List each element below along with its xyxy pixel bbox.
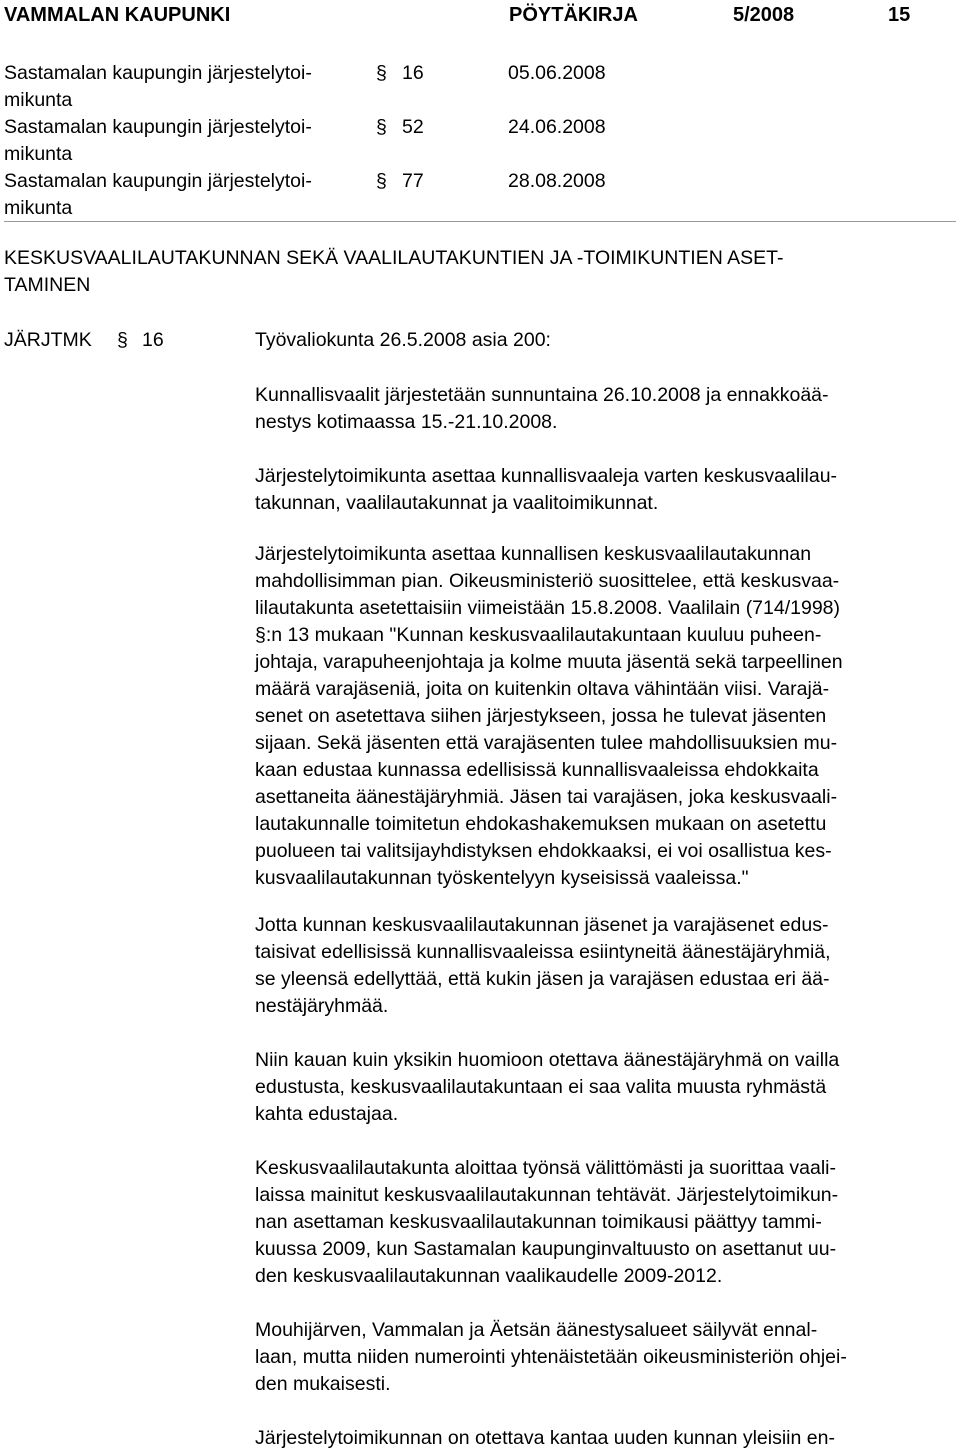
header-doc-type: PÖYTÄKIRJA bbox=[509, 4, 638, 26]
item-intro: Työvaliokunta 26.5.2008 asia 200: bbox=[255, 329, 551, 351]
header-city: VAMMALAN KAUPUNKI bbox=[4, 4, 231, 26]
header-doc-number: 5/2008 bbox=[733, 4, 795, 26]
reference-body: Sastamalan kaupungin järjestelytoi- mikunta bbox=[4, 116, 312, 165]
reference-date: 05.06.2008 bbox=[508, 62, 606, 84]
paragraph: Jotta kunnan keskusvaalilautakunnan jäsenet ja varajäsenet edus- taisivat edellisissä kunnallisvaaleissa esiintyneitä äänestäjäryhmiä, se yleensä edellyttää, että kukin jäsen ja varajäsen edustaa eri ää- nestäjäryhmää. bbox=[255, 914, 831, 1017]
reference-section-number: 16 bbox=[402, 62, 424, 84]
section-sign: § bbox=[376, 116, 387, 138]
reference-section-number: 77 bbox=[402, 170, 424, 192]
reference-date: 24.06.2008 bbox=[508, 116, 606, 138]
paragraph: Kunnallisvaalit järjestetään sunnuntaina 26.10.2008 ja ennakkoää- nestys kotimaassa 15.-21.10.2008. bbox=[255, 384, 829, 433]
section-sign: § bbox=[376, 170, 387, 192]
reference-body: Sastamalan kaupungin järjestelytoi- mikunta bbox=[4, 62, 312, 111]
paragraph: Järjestelytoimikunta asettaa kunnallisen keskusvaalilautakunnan mahdollisimman pian. Oikeusministeriö suosittelee, että keskusvaa- lilautakunta asetettaisiin viimeistään 15.8.2008. Vaalilain (714/1998) §:n 13 mukaan "Kunnan keskusvaalilautakuntaan kuuluu puheen- johtaja, varapuheenjohtaja ja kolme muuta jäsentä sekä tarpeellinen määrä varajäseniä, joita on kuitenkin oltava vähintään viisi. Varajä- senet on asetettava siihen järjestykseen, jossa he tulevat jäsenten sijaan. Sekä jäsenten että varajäsenten tulee mahdollisuuksien mu- kaan edustaa kunnassa edellisissä kunnallisvaaleissa ehdokkaita asettaneita äänestäjäryhmiä. Jäsen tai varajäsen, joka keskusvaali- lautakunnalle toimitetun ehdokashakemuksen mukaan on asetettu puolueen tai valitsijayhdistyksen ehdokkaaksi, ei voi osallistua kes- kusvaalilautakunnan työskentelyyn kyseisissä vaaleissa." bbox=[255, 543, 843, 889]
section-sign: § bbox=[117, 329, 128, 351]
reference-date: 28.08.2008 bbox=[508, 170, 606, 192]
item-number: 16 bbox=[142, 329, 164, 351]
divider bbox=[4, 221, 956, 222]
reference-body: Sastamalan kaupungin järjestelytoi- mikunta bbox=[4, 170, 312, 219]
section-sign: § bbox=[376, 62, 387, 84]
document-heading: KESKUSVAALILAUTAKUNNAN SEKÄ VAALILAUTAKUNTIEN JA -TOIMIKUNTIEN ASET- TAMINEN bbox=[4, 247, 784, 296]
paragraph: Keskusvaalilautakunta aloittaa työnsä välittömästi ja suorittaa vaali- laissa mainitut keskusvaalilautakunnan tehtävät. Järjestelytoimikun- nan asettaman keskusvaalilautakunnan toimikausi päättyy tammi- kuussa 2009, kun Sastamalan kaupunginvaltuusto on asettanut uu- den keskusvaalilautakunnan vaalikaudelle 2009-2012. bbox=[255, 1157, 839, 1287]
paragraph: Niin kauan kuin yksikin huomioon otettava äänestäjäryhmä on vailla edustusta, keskusvaalilautakuntaan ei saa valita muusta ryhmästä kahta edustajaa. bbox=[255, 1049, 840, 1125]
item-code: JÄRJTMK bbox=[4, 329, 92, 351]
reference-section-number: 52 bbox=[402, 116, 424, 138]
header-page-number: 15 bbox=[888, 4, 911, 26]
paragraph: Järjestelytoimikunta asettaa kunnallisvaaleja varten keskusvaalilau- takunnan, vaalilautakunnat ja vaalitoimikunnat. bbox=[255, 465, 838, 514]
paragraph: Mouhijärven, Vammalan ja Äetsän äänestysalueet säilyvät ennal- laan, mutta niiden numerointi yhtenäistetään oikeusministeriön ohjei- den mukaisesti. bbox=[255, 1319, 847, 1395]
paragraph: Järjestelytoimikunnan on otettava kantaa uuden kunnan yleisiin en- bbox=[255, 1427, 835, 1449]
